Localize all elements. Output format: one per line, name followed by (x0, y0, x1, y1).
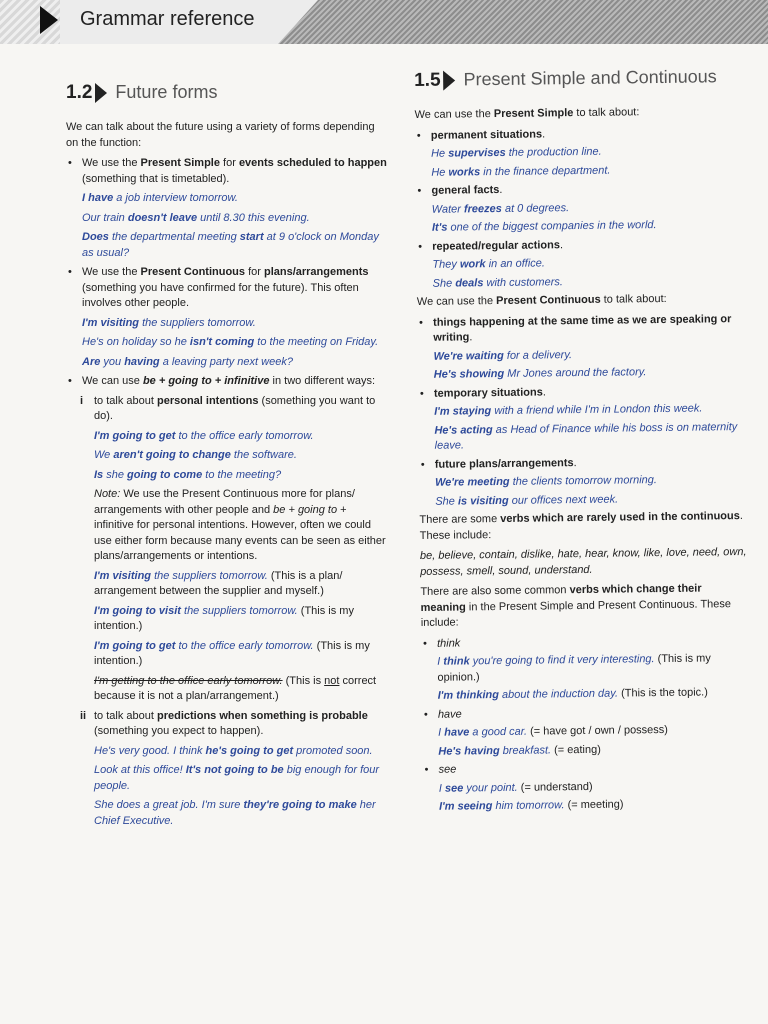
example: He supervises the production line. (430, 145, 602, 160)
example: We aren't going to change the software. (94, 449, 297, 461)
example: I'm going to get to the office early tomorrow. (This is my intention.) (94, 639, 370, 667)
verb-list: be, believe, contain, dislike, hate, hear, know, like, love, need, own, possess, smell, sound, understand. (419, 545, 747, 578)
example: We're waiting for a delivery. (433, 348, 573, 363)
example: He's on holiday so he isn't coming to the meeting on Friday. (82, 336, 379, 348)
example: We're meeting the clients tomorrow morning. (434, 474, 658, 489)
intro-text: We can use the Present Simple to talk about: (414, 106, 640, 121)
example: She deals with customers. (432, 275, 563, 290)
sub-item: ii to talk about predictions when something is probable (something you expect to happen). (80, 709, 368, 737)
list-item: • permanent situations. (416, 127, 546, 142)
list-item: • We use the Present Continuous for plans/arrangements (something you have confirmed for the future). This often involves other people. (68, 266, 369, 309)
intro-text: There are some verbs which are rarely used in the continuous. These include: (419, 510, 743, 542)
example: I'm visiting the suppliers tomorrow. (82, 316, 256, 329)
example: She is visiting our offices next week. (435, 493, 619, 508)
header-band (278, 0, 768, 44)
section-number: 1.2 (66, 82, 93, 104)
example: He's showing Mr Jones around the factory. (433, 366, 647, 381)
list-item: • We can use be + going to + infinitive in two different ways: (68, 375, 376, 387)
section-heading (66, 80, 388, 106)
list-item: • We use the Present Simple for events scheduled to happen (something that is timetabled). (68, 157, 387, 185)
list-item: • future plans/arrangements. (420, 456, 577, 471)
section-future-forms (66, 80, 388, 833)
example: He's acting as Head of Finance while his boss is on maternity leave. (434, 420, 738, 452)
intro-text: We can talk about the future using a variety of forms depending on the function: (66, 121, 375, 149)
page-title: Grammar reference (80, 8, 255, 30)
example: Water freezes at 0 degrees. (431, 201, 570, 216)
section-heading (414, 64, 742, 94)
example: I have a good car. (= have got / own / possess) (438, 723, 669, 739)
example: Does the departmental meeting start at 9 o'clock on Monday as usual? (82, 231, 379, 259)
section-present-simple-continuous (414, 64, 751, 818)
example: They work in an office. (432, 257, 546, 271)
list-item: • general facts. (417, 183, 503, 197)
chevron-right-icon (95, 83, 107, 103)
section-number: 1.5 (414, 69, 441, 92)
example: I'm going to get to the office early tomorrow. (94, 429, 314, 442)
list-item: • things happening at the same time as we are speaking or writing. (419, 312, 732, 344)
example: Are you having a leaving party next week? (82, 355, 293, 368)
example: He's having breakfast. (= eating) (438, 743, 601, 758)
example: Is she going to come to the meeting? (94, 468, 282, 481)
list-item: • see (424, 763, 457, 776)
section-title: Present Simple and Continuous (463, 66, 717, 90)
list-item: • think (422, 636, 461, 650)
example: She does a great job. I'm sure they're going to make her Chief Executive. (94, 799, 376, 827)
chevron-right-icon (443, 70, 455, 90)
example: It's one of the biggest companies in the world. (431, 219, 657, 234)
list-item: • have (423, 707, 462, 721)
example: I'm visiting the suppliers tomorrow. (This is a plan/ arrangement between the supplier and myself.) (94, 569, 343, 597)
example: He's very good. I think he's going to get promoted soon. (94, 744, 373, 757)
example: Look at this office! It's not going to be big enough for four people. (94, 764, 380, 792)
intro-text: There are also some common verbs which change their meaning in the Present Simple and Present Continuous. These include: (420, 582, 732, 629)
page-header (0, 0, 768, 44)
example: I'm staying with a friend while I'm in London this week. (434, 402, 703, 418)
example: I'm going to visit the suppliers tomorrow. (This is my intention.) (94, 604, 354, 632)
example: I'm thinking about the induction day. (This is the topic.) (437, 686, 708, 702)
sub-item: i to talk about personal intentions (something you want to do). (80, 394, 376, 422)
intro-text: We can use the Present Continuous to talk about: (416, 292, 667, 308)
example: I'm seeing him tomorrow. (= meeting) (438, 798, 624, 813)
section-title: Future forms (115, 82, 218, 103)
example: He works in the finance department. (431, 164, 611, 179)
list-item: • repeated/regular actions. (418, 238, 564, 253)
example: I think you're going to find it very interesting. (This is my opinion.) (437, 652, 711, 684)
example: Our train doesn't leave until 8.30 this evening. (82, 211, 310, 224)
example: I see your point. (= understand) (438, 780, 593, 795)
list-item: • temporary situations. (419, 385, 546, 400)
note: I'm getting to the office early tomorrow. (This is not correct because it is not a plan/arrangement.) (94, 674, 377, 702)
chevron-right-icon (40, 6, 58, 34)
example: I have a job interview tomorrow. (82, 192, 238, 204)
note: Note: We use the Present Continuous more for plans/ arrangements with other people and be + going to + infinitive for personal intentions. However, often we could use either form because many events can be seen as either plans/arrangements or intentions. (94, 488, 386, 562)
